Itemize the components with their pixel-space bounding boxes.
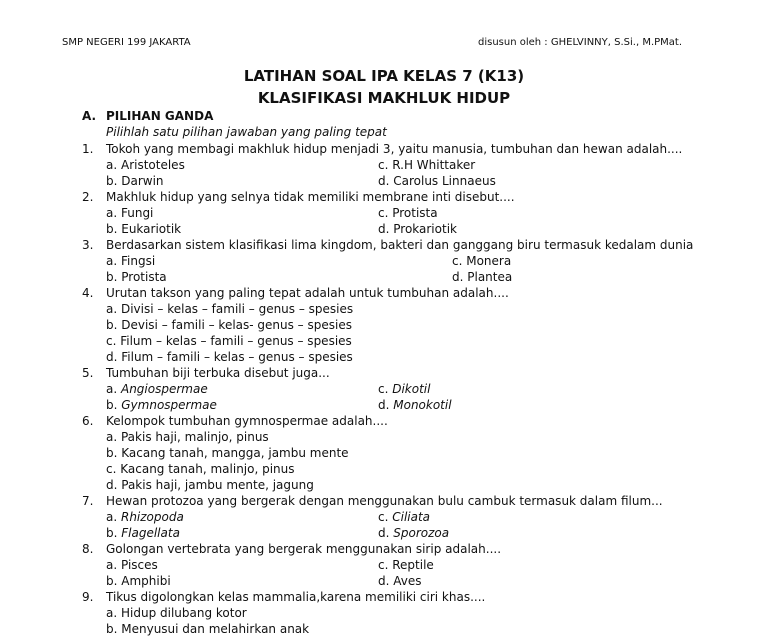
option-c: c. Ciliata: [378, 510, 431, 524]
question-text: Tikus digolongkan kelas mammalia,karena memiliki ciri khas....: [106, 590, 486, 604]
section-letter: A.: [82, 109, 97, 123]
question-number: 5.: [82, 366, 94, 380]
option-c: c. Protista: [378, 206, 438, 220]
option-d: d. Filum – famili – kelas – genus – spesies: [106, 350, 353, 364]
option-c: c. Reptile: [378, 558, 434, 572]
question-text: Makhluk hidup yang selnya tidak memiliki membrane inti disebut....: [106, 190, 515, 204]
school-name: SMP NEGERI 199 JAKARTA: [62, 37, 191, 48]
option-c: c. Monera: [452, 254, 512, 268]
question-text: Hewan protozoa yang bergerak dengan menggunakan bulu cambuk termasuk dalam filum...: [106, 494, 663, 508]
question-number: 3.: [82, 238, 94, 252]
option-a: a. Pisces: [106, 558, 158, 572]
question-number: 7.: [82, 494, 94, 508]
option-c: c. R.H Whittaker: [378, 158, 476, 172]
option-c: c. Kacang tanah, malinjo, pinus: [106, 462, 295, 476]
option-d: d. Sporozoa: [378, 526, 450, 540]
option-b: b. Menyusui dan melahirkan anak: [106, 622, 310, 636]
worksheet-title: LATIHAN SOAL IPA KELAS 7 (K13): [243, 67, 525, 85]
question-text: Tumbuhan biji terbuka disebut juga...: [106, 366, 330, 380]
option-d: d. Carolus Linnaeus: [378, 174, 496, 188]
option-a: a. Fungi: [106, 206, 154, 220]
option-d: d. Pakis haji, jambu mente, jagung: [106, 478, 314, 492]
option-b: b. Eukariotik: [106, 222, 182, 236]
question-text: Kelompok tumbuhan gymnospermae adalah....: [106, 414, 388, 428]
option-b: b. Protista: [106, 270, 167, 284]
question-number: 1.: [82, 142, 94, 156]
option-b: b. Devisi – famili – kelas- genus – spesies: [106, 318, 352, 332]
worksheet-subtitle: KLASIFIKASI MAKHLUK HIDUP: [257, 89, 511, 107]
option-d: d. Plantea: [452, 270, 513, 284]
option-b: b. Flagellata: [106, 526, 180, 540]
section-instruction: Pilihlah satu pilihan jawaban yang paling tepat: [106, 125, 387, 139]
option-c: c. Dikotil: [378, 382, 431, 396]
question-number: 6.: [82, 414, 94, 428]
option-a: a. Fingsi: [106, 254, 156, 268]
question-text: Urutan takson yang paling tepat adalah untuk tumbuhan adalah....: [106, 286, 509, 300]
option-a: a. Aristoteles: [106, 158, 185, 172]
question-text: Golongan vertebrata yang bergerak menggunakan sirip adalah....: [106, 542, 502, 556]
option-a: a. Pakis haji, malinjo, pinus: [106, 430, 269, 444]
question-number: 2.: [82, 190, 94, 204]
author-credit: disusun oleh : GHELVINNY, S.Si., M.PMat.: [478, 37, 683, 48]
option-b: b. Gymnospermae: [106, 398, 217, 412]
question-number: 9.: [82, 590, 94, 604]
option-d: d. Aves: [378, 574, 422, 588]
option-b: b. Darwin: [106, 174, 164, 188]
option-c: c. Filum – kelas – famili – genus – spesies: [106, 334, 352, 348]
question-number: 4.: [82, 286, 94, 300]
option-a: a. Divisi – kelas – famili – genus – spesies: [106, 302, 354, 316]
option-d: d. Monokotil: [378, 398, 452, 412]
option-a: a. Rhizopoda: [106, 510, 184, 524]
question-number: 8.: [82, 542, 94, 556]
option-b: b. Amphibi: [106, 574, 171, 588]
option-a: a. Angiospermae: [106, 382, 208, 396]
question-text: Berdasarkan sistem klasifikasi lima kingdom, bakteri dan ganggang biru termasuk kedalam dunia: [106, 238, 694, 252]
question-text: Tokoh yang membagi makhluk hidup menjadi 3, yaitu manusia, tumbuhan dan hewan adalah....: [106, 142, 683, 156]
option-b: b. Kacang tanah, mangga, jambu mente: [106, 446, 349, 460]
option-d: d. Prokariotik: [378, 222, 457, 236]
option-a: a. Hidup dilubang kotor: [106, 606, 247, 620]
section-name: PILIHAN GANDA: [106, 109, 214, 123]
